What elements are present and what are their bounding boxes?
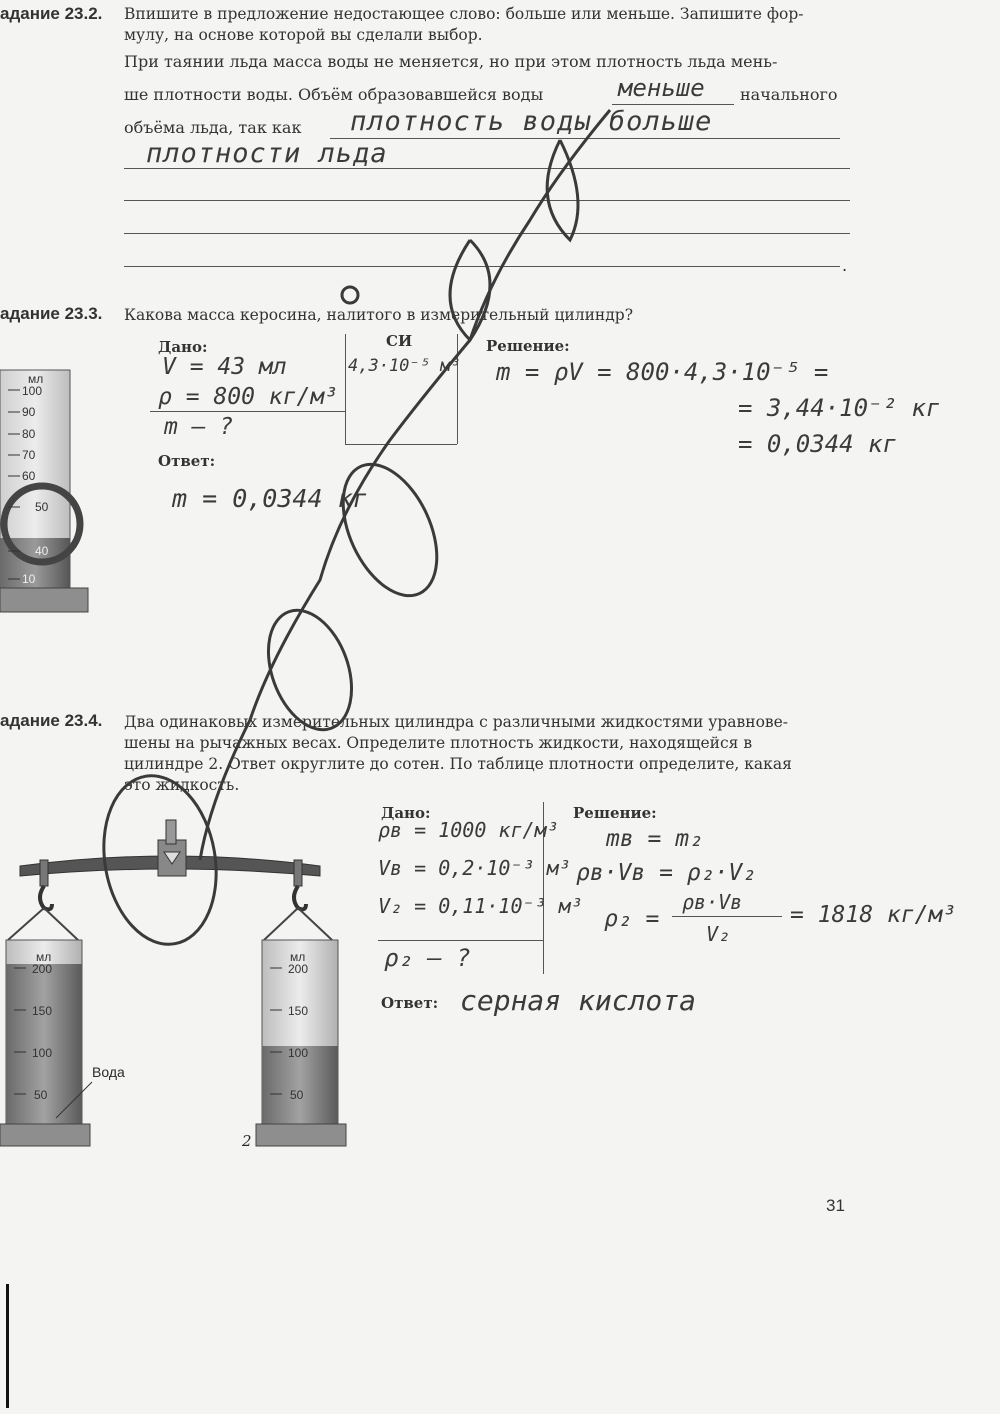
handwritten-given-volume: V = 43 мл [162,354,287,380]
binding-mark [6,1284,9,1408]
tick-label: 50 [35,500,49,514]
cylinder-unit: мл [28,372,44,386]
solution-label: Решение: [573,804,657,822]
paragraph-line-3a: объёма льда, так как [124,118,302,137]
handwritten-answer: m = 0,0344 кг [172,484,368,513]
tick-label: 50 [290,1088,304,1102]
tick-label: 80 [22,427,36,441]
paragraph-line-1: При таянии льда масса воды не меняется, но при этом плотность льда мень- [124,52,778,71]
handwritten-si-value: 4,3·10⁻⁵ м³ [348,356,461,376]
cylinder-number: 2 [242,1132,252,1150]
tick-label: 40 [35,544,49,558]
handwritten-fraction-denominator: V₂ [706,922,731,946]
handwritten-given-3: V₂ = 0,11·10⁻³ м³ [378,894,583,918]
task-23-3-heading: адание 23.3. [0,304,103,323]
task-23-2-heading: адание 23.2. [0,4,103,23]
question-line: мулу, на основе которой вы сделали выбор. [124,26,483,44]
question-line: шены на рычажных весах. Определите плотность жидкости, находящейся в [124,734,753,752]
handwritten-solution-2: = 3,44·10⁻² кг [738,394,941,422]
tick-label: 100 [288,1046,309,1060]
period: . [842,256,848,275]
handwritten-solution-1: m = ρV = 800·4,3·10⁻⁵ = [496,358,829,386]
solution-label: Решение: [486,337,570,355]
tick-label: 60 [22,469,36,483]
answer-label: Ответ: [158,452,216,470]
handwritten-blank-answer: меньше [618,74,705,102]
handwritten-given-density: ρ = 800 кг/м³ [158,384,339,410]
si-label: СИ [386,332,413,350]
tick-label: 90 [22,405,36,419]
tick-label: 200 [288,962,309,976]
handwritten-solution-1: mв = m₂ [606,826,703,852]
handwritten-reason-2: плотности льда [146,138,388,169]
tick-label: 150 [288,1004,309,1018]
paragraph-line-2b: начального [740,85,838,104]
tick-label: 10 [22,572,36,586]
cyl1-unit: мл [36,950,52,964]
task-23-3-question: Какова масса керосина, налитого в измерительный цилиндр? [124,306,634,324]
handwritten-unknown: m – ? [164,414,234,440]
handwritten-unknown: ρ₂ – ? [384,944,471,972]
question-line: цилиндре 2. Ответ округлите до сотен. По таблице плотности определите, какая [124,755,792,773]
tick-label: 100 [32,1046,53,1060]
given-label: Дано: [158,338,208,356]
handwritten-solution-3: = 0,0344 кг [738,430,897,458]
handwritten-solution-3-left: ρ₂ = [604,906,660,932]
tick-label: 150 [32,1004,53,1018]
handwritten-solution-2: ρв·Vв = ρ₂·V₂ [576,860,757,886]
task-23-2-question [124,4,864,46]
tick-label: 50 [34,1088,48,1102]
fraction-bar [672,916,782,917]
answer-label: Ответ: [381,994,439,1012]
water-label: Вода [92,1064,125,1080]
question-line: Два одинаковых измерительных цилиндра с различными жидкостями уравнове- [124,713,789,731]
question-line: Впишите в предложение недостающее слово: больше или меньше. Запишите фор- [124,5,804,23]
page-number: 31 [826,1196,845,1215]
paragraph-line-2a: ше плотности воды. Объём образовавшейся воды [124,85,544,104]
handwritten-answer: серная кислота [460,984,697,1017]
given-label: Дано: [381,804,431,822]
measuring-cylinder-illustration [0,362,100,622]
handwritten-reason-1: плотность воды больше [350,106,713,137]
task-23-2-paragraph [124,46,864,78]
handwritten-given-2: Vв = 0,2·10⁻³ м³ [378,856,571,880]
tick-label: 100 [22,384,43,398]
tick-label: 200 [32,962,53,976]
handwritten-given-1: ρв = 1000 кг/м³ [378,818,559,842]
cyl2-unit: мл [290,950,306,964]
task-23-4-heading: адание 23.4. [0,711,103,730]
question-line: это жидкость. [124,776,240,794]
handwritten-solution-3-right: = 1818 кг/м³ [790,902,957,928]
tick-label: 70 [22,448,36,462]
scribble-mark [90,80,650,980]
handwritten-fraction-numerator: ρв·Vв [682,890,743,914]
